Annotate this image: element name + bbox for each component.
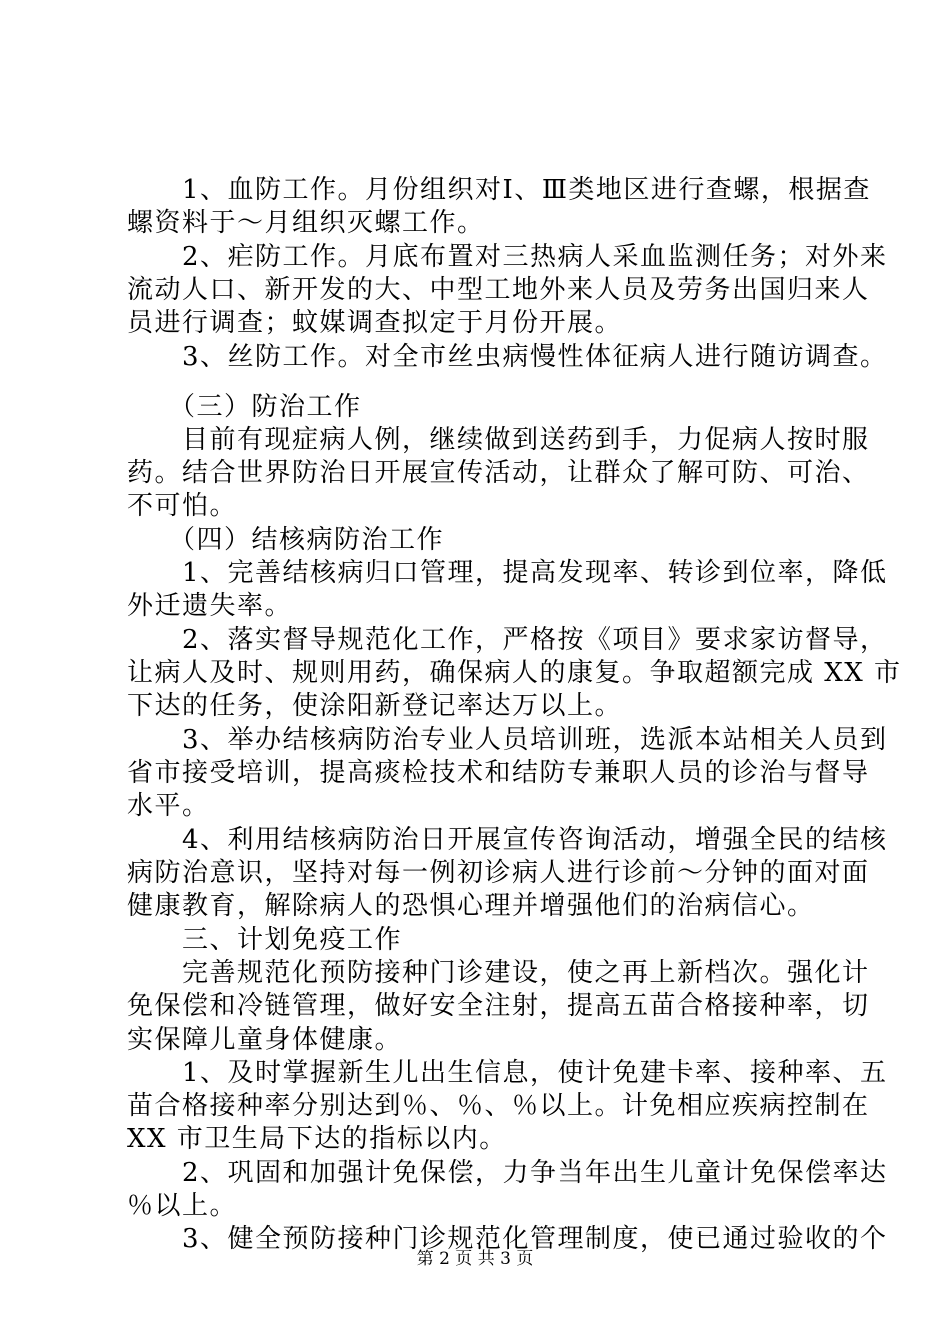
text-line: 苗合格接种率分别达到％、％、％以上。计免相应疾病控制在 [127, 1091, 870, 1121]
text-line: 1、完善结核病归口管理，提高发现率、转诊到位率，降低 [127, 558, 888, 588]
text-line: XX 市卫生局下达的指标以内。 [127, 1124, 507, 1154]
text-line: 1、血防工作。月份组织对Ⅰ、Ⅲ类地区进行查螺，根据查 [127, 175, 871, 205]
section-heading: （三）防治工作 [127, 392, 362, 422]
text-line: 水平。 [127, 791, 210, 821]
text-line: 外迁遗失率。 [127, 591, 293, 621]
text-line: 螺资料于～月组织灭螺工作。 [127, 208, 485, 238]
text-line: 药。结合世界防治日开展宣传活动，让群众了解可防、可治、 [127, 458, 870, 488]
text-line: ％以上。 [127, 1191, 238, 1221]
text-line: 1、及时掌握新生儿出生信息，使计免建卡率、接种率、五 [127, 1058, 888, 1088]
page-number-footer: 第 2 页 共 3 页 [416, 1249, 534, 1269]
text-line: 3、健全预防接种门诊规范化管理制度，使已通过验收的个 [127, 1224, 888, 1254]
text-line: 不可怕。 [127, 491, 238, 521]
text-line: 省市接受培训，提高痰检技术和结防专兼职人员的诊治与督导 [127, 758, 870, 788]
text-line: 4、利用结核病防治日开展宣传咨询活动，增强全民的结核 [127, 825, 888, 855]
text-line: 完善规范化预防接种门诊建设，使之再上新档次。强化计 [127, 958, 870, 988]
text-line: 2、疟防工作。月底布置对三热病人采血监测任务；对外来 [127, 242, 888, 272]
text-line: 下达的任务，使涂阳新登记率达万以上。 [127, 691, 623, 721]
text-line: 3、举办结核病防治专业人员培训班，选派本站相关人员到 [127, 725, 888, 755]
text-line: 健康教育，解除病人的恐惧心理并增强他们的治病信心。 [127, 891, 815, 921]
text-line: 3、丝防工作。对全市丝虫病慢性体征病人进行随访调查。 [127, 342, 888, 372]
text-line: 目前有现症病人例，继续做到送药到手，力促病人按时服 [127, 425, 870, 455]
section-heading: 三、计划免疫工作 [127, 925, 403, 955]
text-line: 免保偿和冷链管理，做好安全注射，提高五苗合格接种率，切 [127, 991, 870, 1021]
text-line: 2、巩固和加强计免保偿，力争当年出生儿童计免保偿率达 [127, 1158, 888, 1188]
text-line: 流动人口、新开发的大、中型工地外来人员及劳务出国归来人 [127, 275, 870, 305]
text-line: 实保障儿童身体健康。 [127, 1025, 403, 1055]
text-line: 员进行调查；蚊媒调查拟定于月份开展。 [127, 308, 623, 338]
text-line: 病防治意识，坚持对每一例初诊病人进行诊前～分钟的面对面 [127, 858, 870, 888]
text-line: 让病人及时、规则用药，确保病人的康复。争取超额完成 XX 市 [127, 658, 902, 688]
section-heading: （四）结核病防治工作 [127, 525, 445, 555]
text-line: 2、落实督导规范化工作，严格按《项目》要求家访督导， [127, 625, 888, 655]
